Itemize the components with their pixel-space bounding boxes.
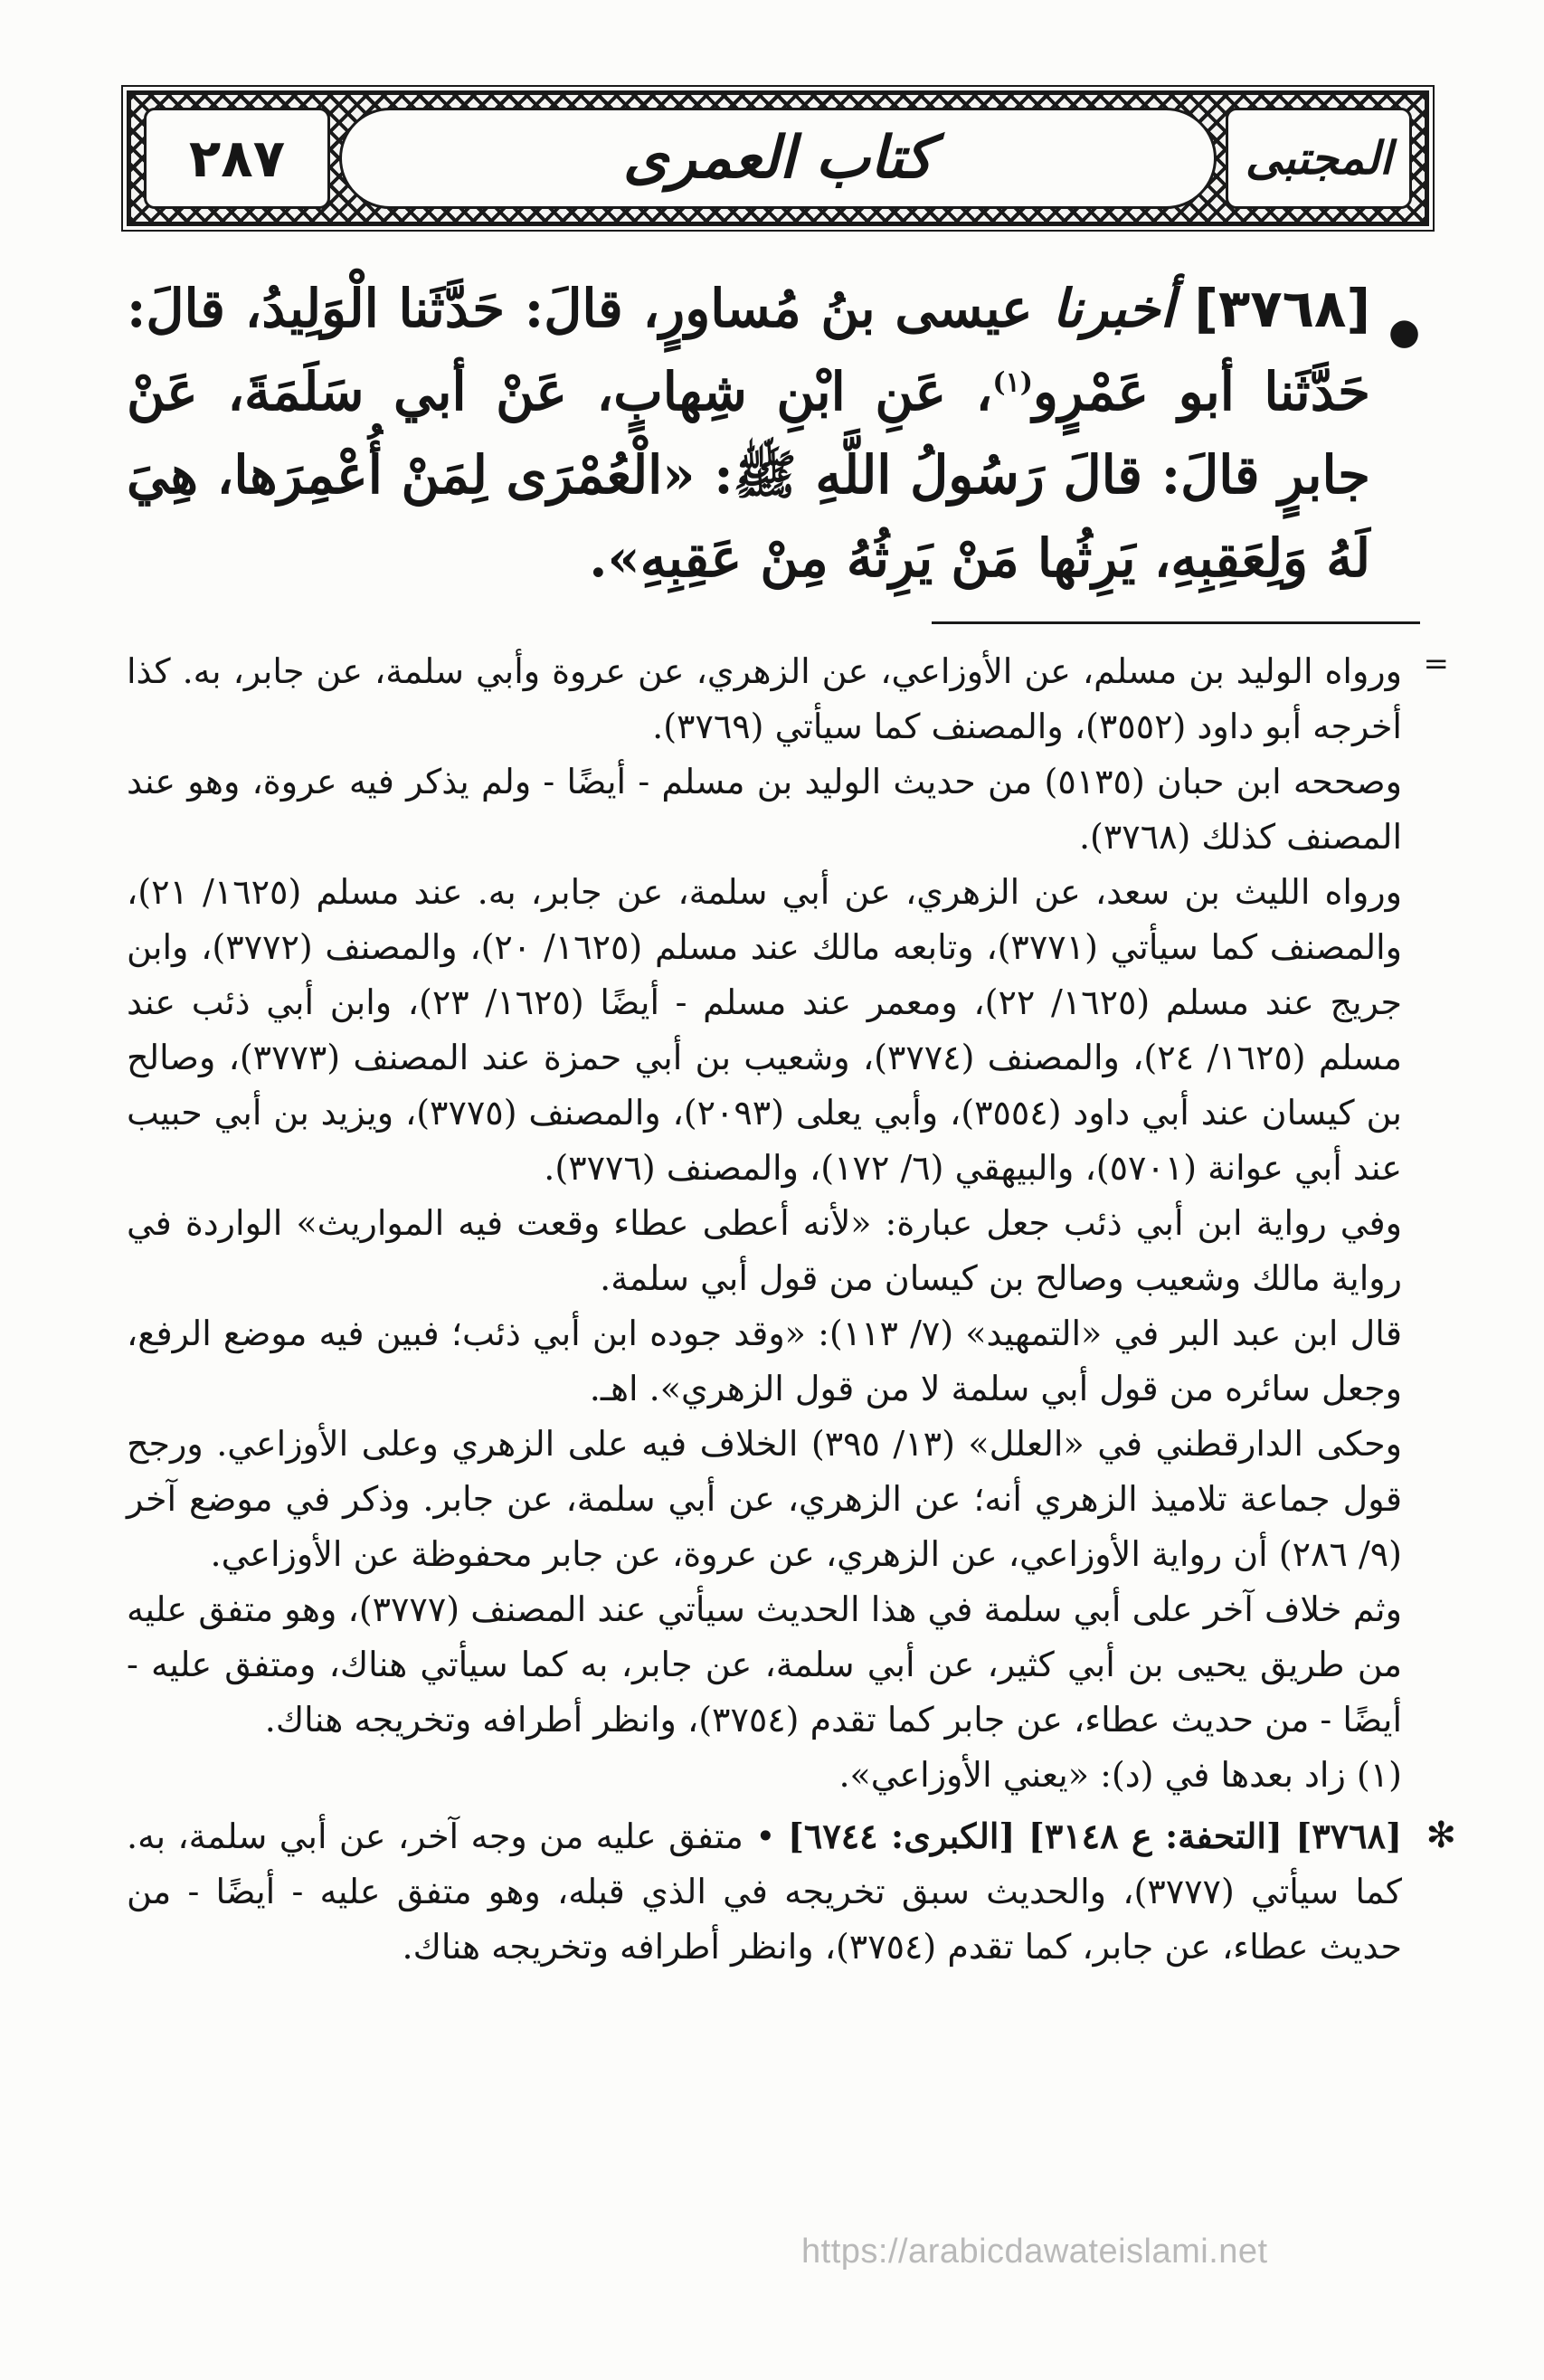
continuation-mark: = [1423,646,1449,682]
note-text: وفي رواية ابن أبي ذئب جعل عبارة: «لأنه أعطى عطاء وقعت فيه المواريث» الواردة في رواية مالك وشعيب وصالح بن كيسان من قول أبي سلمة. [127,1203,1402,1298]
page-number: ٢٨٧ [188,128,286,189]
star-icon: ✻ [1426,1815,1456,1856]
note-text: قال ابن عبد البر في «التمهيد» (٧/ ١١٣): «وقد جوده ابن أبي ذئب؛ فبين فيه موضع الرفع، وجعل سائره من قول أبي سلمة لا من قول الزهري». اهـ. [127,1313,1402,1408]
note-paragraph [127,754,1420,865]
note-paragraph [127,1417,1420,1582]
dot-icon: • [755,1816,776,1856]
isnad-part-2: ، عَنِ ابْنِ شِهابٍ، عَنْ أبي سَلَمَةَ، عَنْ جابرٍ قالَ: قالَ رَسُولُ اللَّهِ ﷺ: [127,361,1370,506]
section-title-cartouche [339,108,1217,209]
takhrij-note [127,1808,1456,1975]
note-text: وحكى الدارقطني في «العلل» (١٣/ ٣٩٥) الخلاف فيه على الزهري وعلى الأوزاعي. ورجح قول جماعة تلاميذ الزهري أنه؛ عن الزهري، عن أبي سلمة، عن جابر. وذكر في موضع آخر (٩/ ٢٨٦) أن رواية الأوزاعي، عن الزهري، عن عروة، عن جابر محفوظة عن الأوزاعي. [127,1424,1402,1574]
page-content [127,267,1456,1975]
page-number-box [144,108,330,209]
note-paragraph [127,865,1420,1196]
footnotes-section [127,644,1456,1975]
note-text: وثم خلاف آخر على أبي سلمة في هذا الحديث سيأتي عند المصنف (٣٧٧٧)، وهو متفق عليه من طريق يحيى بن أبي كثير، عن أبي سلمة، عن جابر، به كما سيأتي هناك، ومتفق عليه - أيضًا - من حديث عطاء، عن جابر كما تقدم (٣٧٥٤)، وانظر أطرافه وتخريجه هناك. [127,1589,1403,1740]
footnote-divider [932,621,1420,624]
hadith-number: [٣٧٦٨] [1194,278,1370,339]
book-logo-box [1226,108,1412,209]
hadith-text [127,267,1420,600]
note-paragraph [127,1306,1420,1417]
note-text: ورواه الليث بن سعد، عن الزهري، عن أبي سلمة، عن جابر، به. عند مسلم (١٦٢٥/ ٢١)، والمصنف كما سيأتي (٣٧٧١)، وتابعه مالك عند مسلم (١٦٢٥/ ٢٠)، والمصنف (٣٧٧٢)، وابن جريج عند مسلم (١٦٢٥/ ٢٢)، ومعمر عند مسلم - أيضًا (١٦٢٥/ ٢٣)، وابن أبي ذئب عند مسلم (١٦٢٥/ ٢٤)، والمصنف (٣٧٧٤)، وشعيب بن أبي حمزة عند المصنف (٣٧٧٣)، وصالح بن كيسان عند أبي داود (٣٥٥٤)، وأبي يعلى (٢٠٩٣)، والمصنف (٣٧٧٥)، ويزيد بن أبي حبيب عند أبي عوانة (٥٧٠١)، والبيهقي (٦/ ١٧٢)، والمصنف (٣٧٧٦). [127,872,1403,1188]
footnote-text: (١) زاد بعدها في (د): «يعني الأوزاعي». [838,1755,1402,1795]
watermark-url: https://arabicdawateislami.net [801,2233,1268,2271]
note-paragraph [127,1582,1420,1748]
akhbarana-word: أخبرنا [1052,278,1175,339]
note-text: ورواه الوليد بن مسلم، عن الأوزاعي، عن الزهري، عن عروة وأبي سلمة، عن جابر، به. كذا أخرجه أبو داود (٣٥٥٢)، والمصنف كما سيأتي (٣٧٦٩). [127,651,1402,746]
bullet-icon: ● [1388,310,1420,353]
note-text: وصححه ابن حبان (٥١٣٥) من حديث الوليد بن مسلم - أيضًا - ولم يذكر فيه عروة، وهو عند المصنف كذلك (٣٧٦٨). [127,762,1402,857]
section-title: كتاب العمرى [622,125,933,192]
note-paragraph [127,1196,1420,1306]
book-logo: المجتبى [1245,132,1393,185]
takhrij-text: متفق عليه من وجه آخر، عن أبي سلمة، به. كما سيأتي (٣٧٧٧)، والحديث سبق تخريجه في الذي قبله، وهو متفق عليه - أيضًا - من حديث عطاء، عن جابر، كما تقدم (٣٧٥٤)، وانظر أطرافه وتخريجه هناك. [127,1816,1402,1967]
variant-footnote [127,1748,1420,1803]
footnote-marker: (١) [992,366,1033,399]
page-header [127,90,1429,226]
isnad-part-1: عيسى بنُ مُساورٍ، قالَ: حَدَّثَنا الْوَلِيدُ، قالَ: حَدَّثَنا أبو عَمْرٍو [127,278,1371,422]
takhrij-references: [٣٧٦٨] [التحفة: ع ٣١٤٨] [الكبرى: ٦٧٤٤] [787,1816,1402,1856]
hadith-matn: «الْعُمْرَى لِمَنْ أُعْمِرَها، هِيَ لَهُ وَلِعَقِبِهِ، يَرِثُها مَنْ يَرِثُهُ مِنْ عَقِبِهِ». [127,444,1370,589]
note-paragraph [127,644,1449,754]
